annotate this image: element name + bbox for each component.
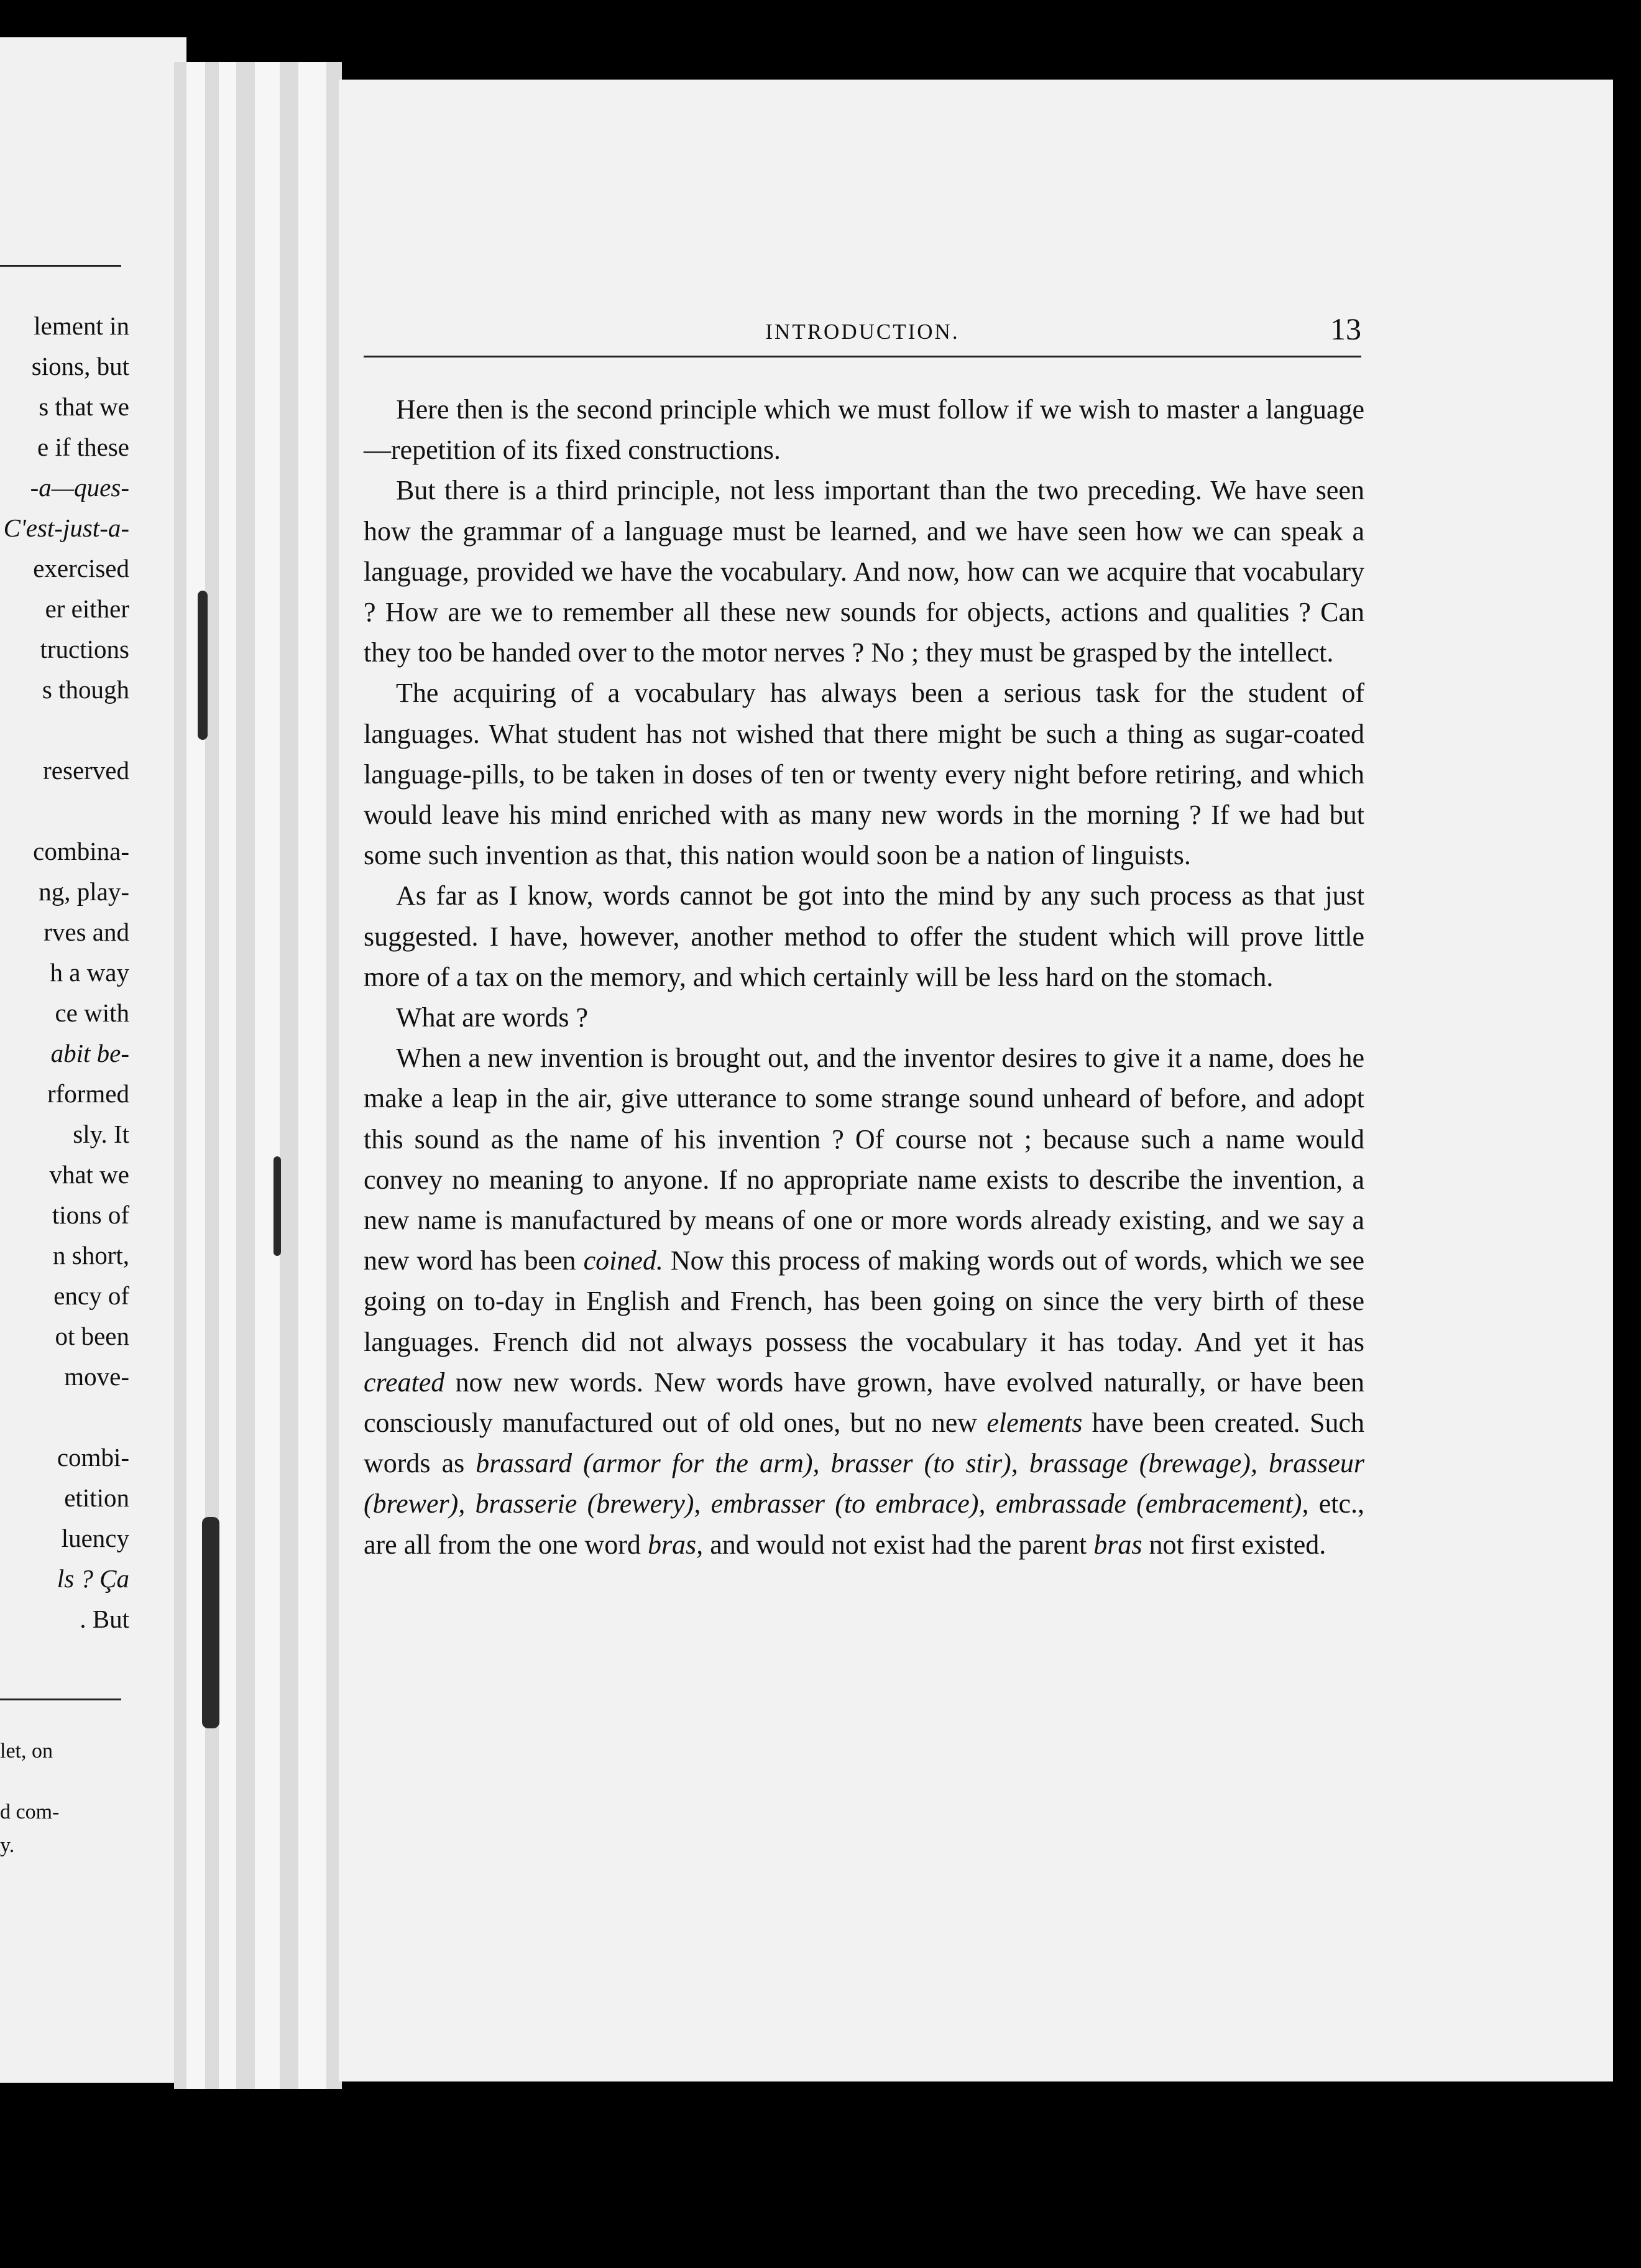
left-line: e if these — [37, 433, 129, 461]
left-line: vhat we — [49, 1160, 129, 1189]
italic-run: elements — [986, 1408, 1083, 1439]
binding-shadow — [198, 591, 208, 740]
paragraph: As far as I know, words cannot be got into the mind by any such process as that just suggested. I have, however, another method to offer the student which will prove little more of a tax on the memory, and which certainly will be less hard on the stomach. — [364, 880, 1364, 992]
left-line: sly. It — [73, 1120, 129, 1148]
italic-run: bras, — [647, 1529, 704, 1560]
left-line: luency — [61, 1524, 129, 1552]
left-line: ng, play- — [39, 877, 129, 906]
paragraph — [364, 1038, 1364, 1565]
left-line: tructions — [40, 635, 129, 663]
italic-run: coined. — [583, 1245, 663, 1276]
left-line: sions, but — [31, 352, 129, 380]
running-head — [364, 303, 1361, 353]
left-line-italic: -a—ques- — [30, 473, 129, 502]
left-line: reserved — [43, 756, 129, 785]
header-rule — [364, 356, 1361, 357]
italic-run: brassard (armor for the arm), brasser (to stir), brassage (brewage), brasseur (brewer), brasserie (brewery), embrasser (to embrace), embrassade (embracement), — [364, 1448, 1364, 1519]
left-line: n short, — [53, 1241, 129, 1270]
left-page-header-rule — [0, 265, 121, 267]
left-line: ency of — [53, 1281, 129, 1310]
binding-shadow — [274, 1156, 281, 1256]
paragraph: Here then is the second principle which we must follow if we wish to master a language—repetition of its fixed constructions. — [364, 394, 1364, 466]
page-number: 13 — [1330, 311, 1361, 346]
left-line-italic: ls ? Ça — [57, 1564, 129, 1593]
binding-shadow — [202, 1517, 219, 1728]
page-body — [364, 389, 1364, 1565]
page-edge — [219, 62, 236, 2089]
page-edge — [186, 62, 205, 2089]
text-run: Now this process of making words out of words, which we see going on to-day in English and French, has been going on since the very birth of these languages. French did not always possess the vocabulary it has today. And yet it has — [364, 1245, 1364, 1357]
paragraph: What are words ? — [396, 1002, 589, 1033]
left-line: exercised — [33, 554, 129, 583]
left-foot-gap — [0, 1768, 124, 1796]
text-run: have been created. Such words as — [364, 1408, 1364, 1479]
text-run: etc., are all from the one word — [364, 1488, 1364, 1560]
left-line: lement in — [34, 311, 129, 340]
left-line: ot been — [55, 1322, 129, 1350]
left-line: s though — [42, 675, 129, 704]
left-line — [0, 1033, 129, 1074]
left-line: rformed — [47, 1079, 129, 1108]
left-line: combina- — [33, 837, 129, 865]
left-facing-page — [0, 37, 186, 2083]
text-run: and would not exist had the parent — [703, 1529, 1094, 1560]
left-line: tions of — [52, 1201, 129, 1229]
left-line: er either — [45, 594, 129, 623]
left-line-italic: abit be- — [50, 1039, 129, 1067]
paragraph: The acquiring of a vocabulary has always been a serious task for the student of languages. What student has not wished that there might be such a thing as sugar-coated language-pills, to be taken in doses of ten or twenty every night before retiring, and which would leave his mind enriched with as many new words in the morning ? If we had but some such invention as that, this nation would soon be a nation of linguists. — [364, 678, 1364, 871]
left-foot-line: d com- — [0, 1800, 60, 1823]
text-run: now new words. New words have grown, have evolved naturally, or have been consciously manufactured out of old ones, but no new — [364, 1367, 1364, 1439]
running-title: INTRODUCTION. — [765, 320, 960, 344]
left-line: move- — [64, 1362, 129, 1391]
left-line — [0, 468, 129, 508]
left-line: rves and — [44, 918, 129, 946]
left-foot-line: let, on — [0, 1740, 53, 1763]
italic-run: created — [364, 1367, 445, 1398]
left-line: . But — [80, 1605, 129, 1633]
text-run: When a new invention is brought out, and the inventor desires to give it a name, does he make a leap in the air, give utterance to some strange sound unheard of before, and adopt this sound as the name of his invention ? Of course not ; because such a name would convey no meaning to anyone. If no appropriate name exists to describe the invention, a new name is manufactured by means of one or more words already existing, and we say a new word has been — [364, 1043, 1364, 1276]
left-page-footnote-rule — [0, 1699, 121, 1700]
left-line-gap — [0, 710, 129, 750]
left-line-gap — [0, 791, 129, 831]
left-foot-line: y. — [0, 1834, 15, 1857]
left-line — [0, 508, 129, 548]
page-edge — [255, 62, 280, 2089]
left-line — [0, 1559, 129, 1599]
book-page — [339, 80, 1613, 2081]
left-page-text — [0, 306, 129, 1639]
left-page-footnote — [0, 1735, 124, 1863]
left-line: etition — [64, 1483, 129, 1512]
left-line: s that we — [39, 392, 129, 421]
italic-run: bras — [1093, 1529, 1142, 1560]
left-line-italic: C'est-just-a- — [3, 514, 129, 542]
left-line-gap — [0, 1397, 129, 1437]
left-line: combi- — [57, 1443, 129, 1472]
left-line: h a way — [50, 958, 129, 987]
page-edge — [298, 62, 326, 2089]
left-line: ce with — [55, 998, 129, 1027]
text-run: not first existed. — [1142, 1529, 1326, 1560]
paragraph: But there is a third principle, not less important than the two preceding. We have seen how the grammar of a language must be learned, and we have seen how we can speak a language, provided we have the vocabulary. And now, how can we acquire that vocabulary ? How are we to remember all these new sounds for objects, actions and qualities ? Can they too be handed over to the motor nerves ? No ; they must be grasped by the intellect. — [364, 475, 1364, 668]
